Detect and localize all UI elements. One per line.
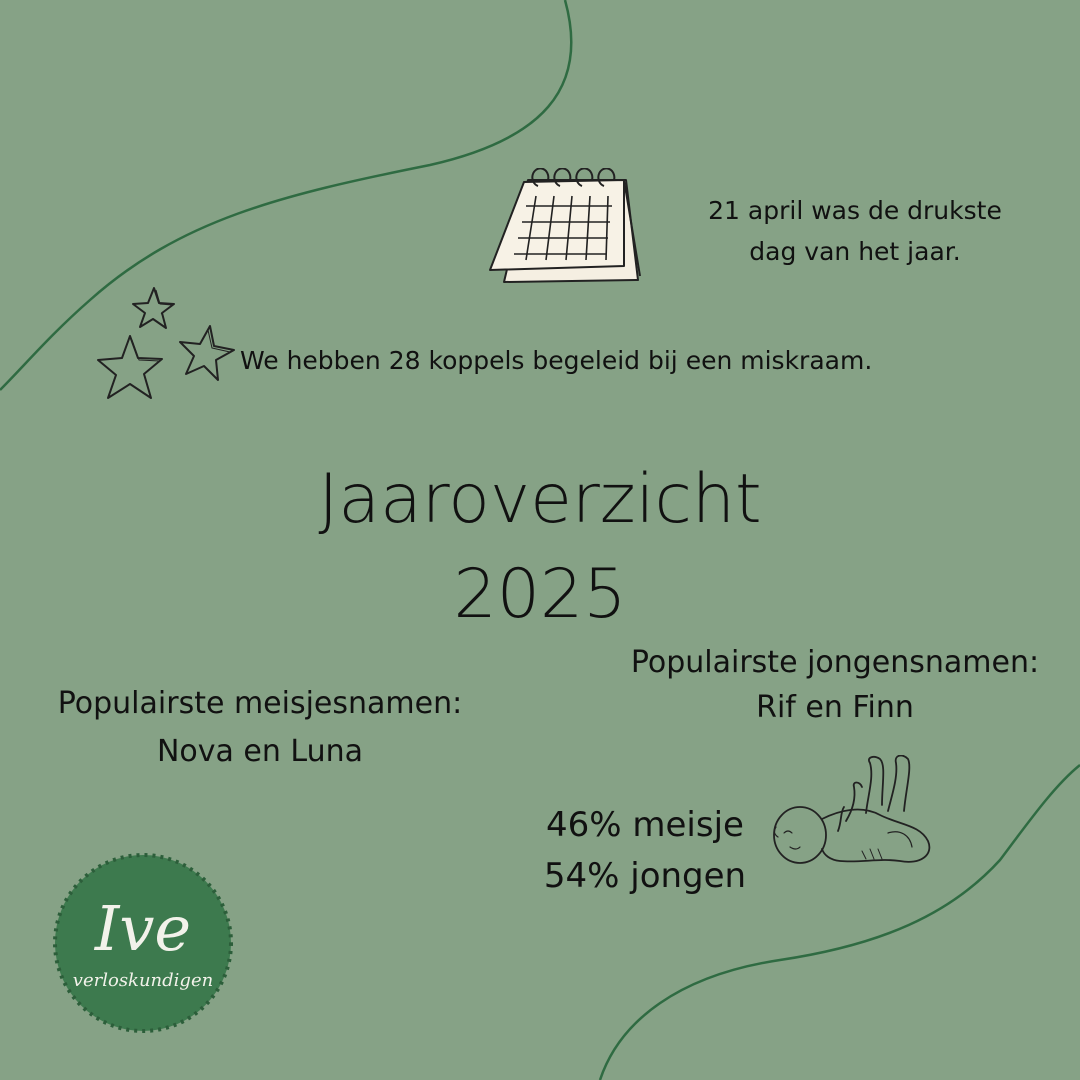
girls-names-label: Populairste meisjesnamen: (57, 686, 463, 721)
ive-logo (48, 848, 238, 1038)
busiest-day-text (640, 190, 1070, 273)
boys-names-value: Rif en Finn (756, 690, 914, 725)
baby-icon (770, 755, 935, 870)
gender-split-block (505, 800, 785, 902)
top-curve (0, 0, 571, 390)
busiest-day-line1: 21 april was de drukste (708, 196, 1002, 225)
boys-names-block (600, 640, 1070, 730)
stars-icon (94, 282, 239, 410)
page-title (240, 452, 840, 642)
busiest-day-line2: dag van het jaar. (749, 237, 961, 267)
title-year: 2025 (453, 555, 627, 635)
logo-subtitle: verloskundigen (72, 970, 214, 991)
miscarriage-text: We hebben 28 koppels begeleid bij een miskraam. (240, 346, 873, 375)
girls-percentage: 46% meisje (546, 805, 744, 845)
boys-names-label: Populairste jongensnamen: (630, 645, 1040, 680)
boys-percentage: 54% jongen (543, 856, 747, 896)
logo-wordmark: Ive (94, 892, 192, 965)
calendar-icon (488, 168, 648, 288)
girls-names-block (0, 680, 520, 776)
girls-names-value: Nova en Luna (156, 734, 364, 769)
title-line1: Jaaroverzicht (318, 460, 762, 539)
